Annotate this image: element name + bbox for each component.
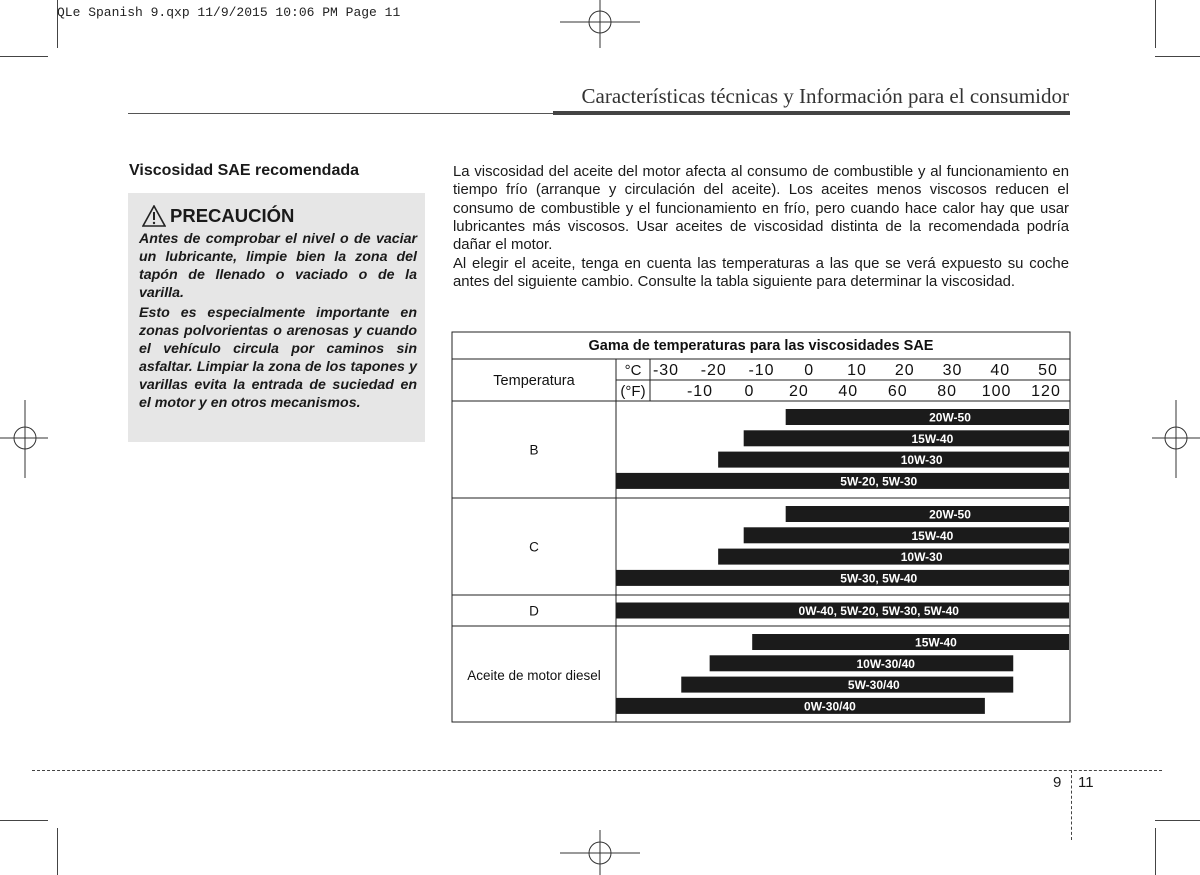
viscosity-bar-label: 20W-50	[929, 410, 971, 425]
celsius-tick-label: 20	[894, 362, 915, 379]
viscosity-bar-label: 15W-40	[911, 528, 954, 543]
viscosity-bar	[744, 430, 1069, 446]
group-label: C	[529, 539, 539, 555]
celsius-unit-label: °C	[624, 362, 642, 379]
caution-title: PRECAUCIÓN	[170, 205, 295, 226]
page-number: 11	[1078, 774, 1094, 791]
page-number-divider	[1071, 770, 1073, 840]
print-slug: QLe Spanish 9.qxp 11/9/2015 10:06 PM Page 11	[57, 5, 401, 20]
viscosity-bar	[718, 452, 1069, 468]
celsius-tick-label: -10	[748, 362, 775, 379]
chart-title: Gama de temperaturas para las viscosidades SAE	[588, 338, 934, 354]
celsius-tick-label: 10	[847, 362, 867, 379]
chapter-header-title: Características técnicas y Información para el consumidor	[581, 84, 1069, 108]
section-title: Viscosidad SAE recomendada	[129, 162, 360, 179]
viscosity-bar	[752, 634, 1069, 650]
viscosity-bar	[744, 527, 1069, 543]
viscosity-bar	[616, 698, 985, 714]
fahrenheit-tick-label: 0	[744, 383, 755, 400]
fahrenheit-tick-label: 80	[937, 383, 958, 400]
celsius-tick-label: 40	[990, 362, 1011, 379]
viscosity-bar-label: 10W-30	[900, 550, 943, 565]
viscosity-bar-label: 0W-40, 5W-20, 5W-30, 5W-40	[798, 604, 959, 618]
chapter-number: 9	[1053, 774, 1062, 791]
group-label: B	[529, 442, 539, 458]
viscosity-bar	[786, 409, 1069, 425]
viscosity-bar-label: 10W-30	[900, 453, 943, 468]
celsius-tick-label: 0	[804, 362, 815, 379]
viscosity-bar	[718, 549, 1069, 565]
group-label: D	[529, 603, 539, 619]
group-label: Aceite de motor diesel	[467, 668, 601, 683]
caution-paragraph-2: Esto es especialmente importante en zonas polvorientas o arenosas y cuando el vehículo circula por caminos sin asfaltar. Limpiar la zona de los tapones y varillas evita la entrada de suciedad en el motor y en otros mecanismos.	[139, 305, 417, 411]
body-paragraph-2: Al elegir el aceite, tenga en cuenta las temperaturas a las que se verá expuesto su coche antes del siguiente cambio. Consulte la tabla siguiente para determinar la viscosidad.	[453, 256, 1069, 291]
viscosity-bar-label: 0W-30/40	[804, 699, 856, 714]
caution-paragraph-1: Antes de comprobar el nivel o de vaciar un lubricante, limpie bien la zona del tapón de llenado o vaciado o de la varilla.	[139, 231, 417, 301]
viscosity-bar-label: 5W-30, 5W-40	[840, 571, 918, 586]
fahrenheit-tick-label: 60	[887, 383, 908, 400]
celsius-tick-label: -30	[652, 362, 680, 379]
fahrenheit-tick-label: 40	[838, 383, 859, 400]
fahrenheit-tick-label: 120	[1031, 383, 1061, 400]
viscosity-bar-label: 15W-40	[915, 635, 957, 650]
fahrenheit-unit-label: (°F)	[620, 383, 646, 400]
fahrenheit-tick-label: 20	[788, 383, 809, 400]
header-rule-bold	[553, 111, 1070, 115]
fahrenheit-tick-label: 100	[981, 383, 1012, 400]
warning-triangle-icon	[142, 205, 166, 227]
footer-dashed-rule	[32, 770, 1162, 771]
viscosity-chart	[450, 331, 1074, 724]
viscosity-bar	[786, 506, 1069, 522]
viscosity-bar-label: 15W-40	[911, 431, 954, 446]
body-paragraph-1: La viscosidad del aceite del motor afecta al consumo de combustible y al funcionamiento en tiempo frío (arranque y circulación del aceite). Los aceites menos viscosos reducen el consumo de combustible y el funcionamiento en frío, pero cuando hace calor hay que usar lubricantes más viscosos. Usar aceites de viscosidad distinta de la recomendada podría dañar el motor.	[453, 164, 1069, 254]
viscosity-bar-label: 5W-20, 5W-30	[840, 474, 918, 489]
viscosity-bar-label: 5W-30/40	[847, 678, 900, 693]
fahrenheit-tick-label: -10	[686, 383, 714, 400]
viscosity-bar-label: 20W-50	[929, 507, 971, 522]
celsius-tick-label: 30	[942, 362, 963, 379]
axis-label-temperatura: Temperatura	[493, 373, 575, 389]
celsius-tick-label: 50	[1038, 362, 1058, 379]
viscosity-bar-label: 10W-30/40	[856, 656, 915, 671]
caution-heading	[142, 205, 294, 227]
celsius-tick-label: -20	[700, 362, 727, 379]
